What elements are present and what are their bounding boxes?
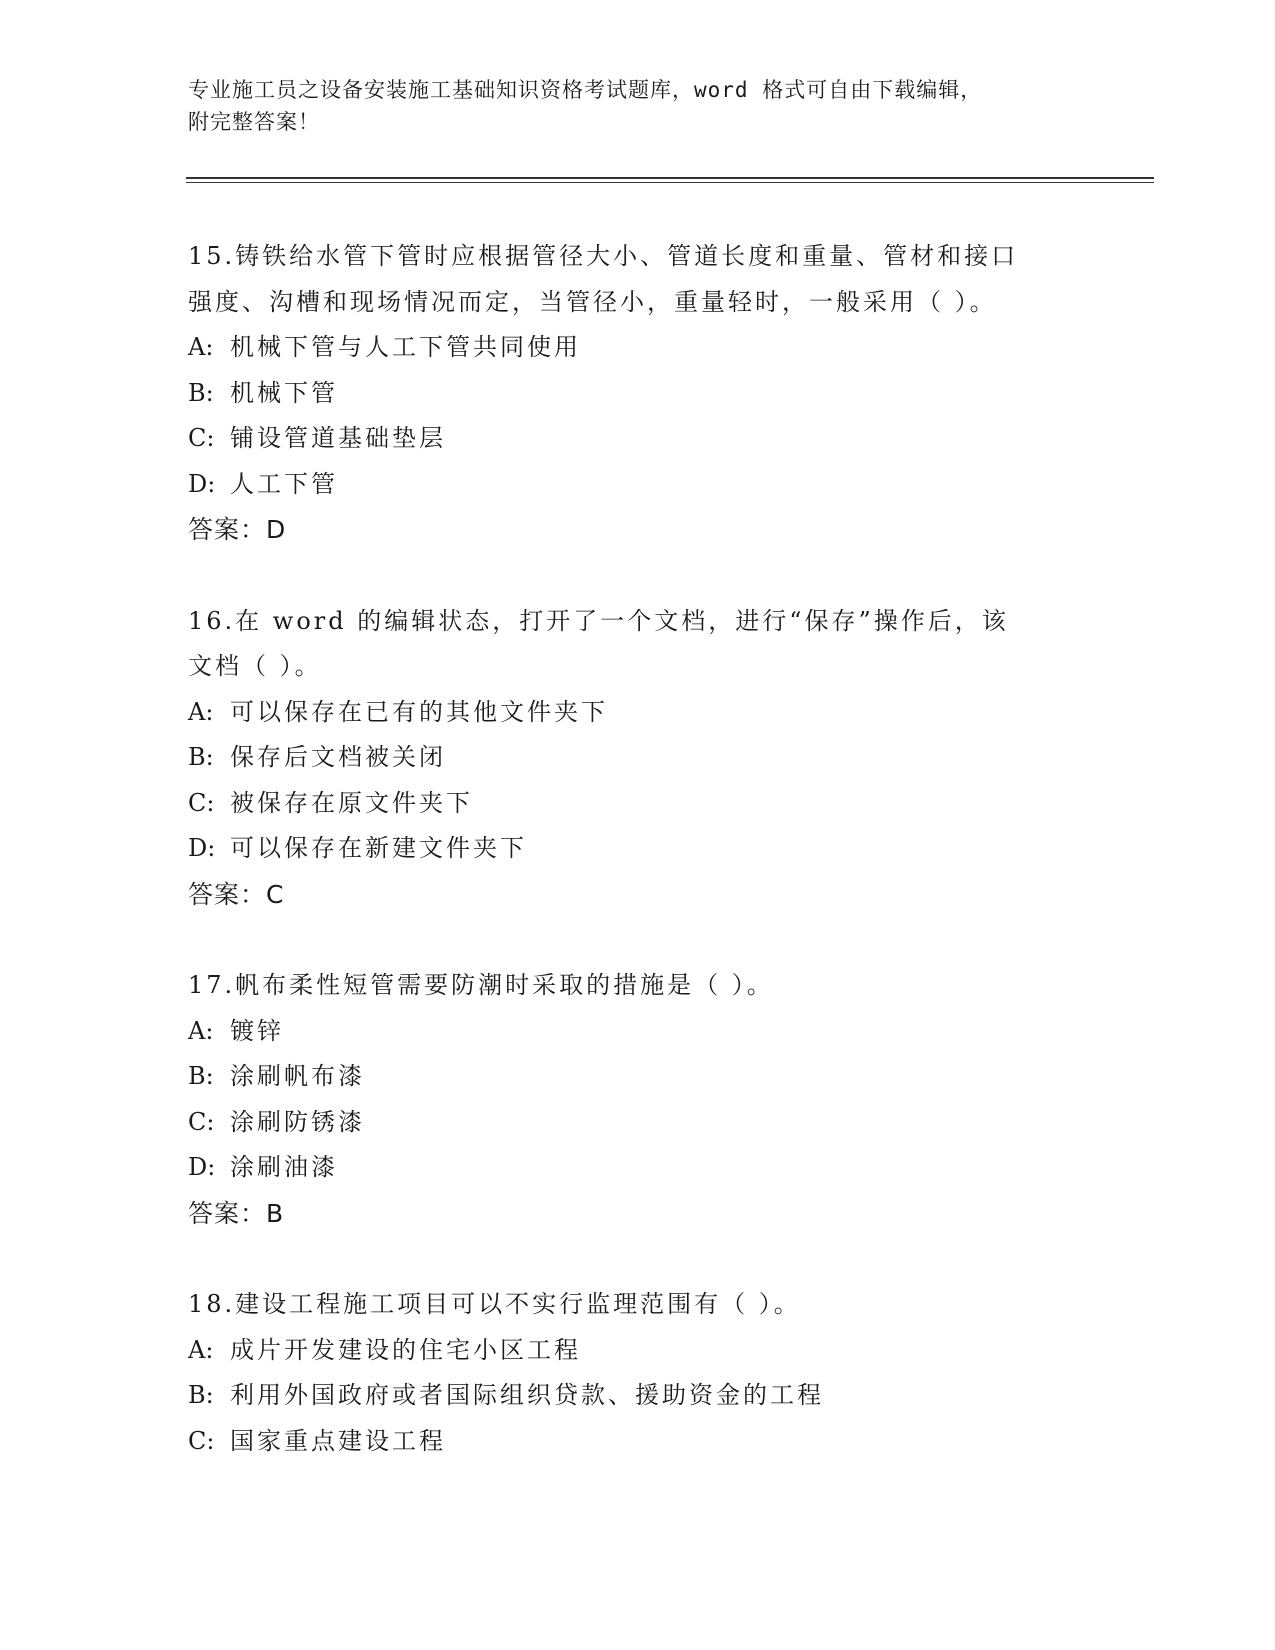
header-divider <box>186 177 1154 179</box>
option-c <box>188 416 1088 462</box>
option-text: 保存后文档被关闭 <box>230 743 446 771</box>
answer-label: 答案：D <box>188 515 287 544</box>
option-d <box>188 462 1088 508</box>
option-key: B: <box>188 1062 214 1090</box>
option-key: A: <box>188 1016 214 1045</box>
option-a <box>188 1328 1088 1374</box>
option-text: 涂刷防锈漆 <box>230 1107 365 1136</box>
option-text: 成片开发建设的住宅小区工程 <box>230 1335 581 1364</box>
option-text: 机械下管 <box>230 378 338 407</box>
option-c <box>188 781 1088 827</box>
option-c <box>188 1100 1088 1146</box>
option-d <box>188 1145 1088 1191</box>
option-key: C: <box>188 1107 215 1136</box>
header-divider-thin <box>186 182 1154 183</box>
option-key: C: <box>188 1426 215 1455</box>
option-d <box>188 826 1088 872</box>
option-b <box>188 735 1088 781</box>
answer-label: 答案：B <box>188 1198 285 1228</box>
option-key: C: <box>188 788 215 817</box>
option-text: 国家重点建设工程 <box>230 1426 446 1455</box>
option-text: 铺设管道基础垫层 <box>230 424 446 452</box>
question-stem-line: 强度、沟槽和现场情况而定，当管径小，重量轻时，一般采用（ ）。 <box>188 287 997 316</box>
option-a <box>188 325 1088 371</box>
option-c <box>188 1419 1088 1465</box>
option-text: 可以保存在已有的其他文件夹下 <box>230 697 608 726</box>
option-text: 利用外国政府或者国际组织贷款、援助资金的工程 <box>230 1381 824 1409</box>
option-text: 涂刷帆布漆 <box>230 1062 365 1090</box>
option-text: 机械下管与人工下管共同使用 <box>230 333 581 361</box>
option-key: D: <box>188 834 216 862</box>
document-header <box>188 74 1088 138</box>
option-key: B: <box>188 743 214 771</box>
option-b <box>188 1054 1088 1100</box>
question-15 <box>188 234 1088 553</box>
option-a <box>188 1009 1088 1055</box>
option-key: D: <box>188 469 216 498</box>
option-key: D: <box>188 1153 216 1181</box>
question-stem-line: 15.铸铁给水管下管时应根据管径大小、管道长度和重量、管材和接口 <box>188 242 1019 270</box>
question-16 <box>188 599 1088 918</box>
option-text: 人工下管 <box>230 469 338 498</box>
option-text: 可以保存在新建文件夹下 <box>230 834 527 862</box>
question-17 <box>188 963 1088 1236</box>
option-key: A: <box>188 1335 214 1364</box>
option-key: B: <box>188 1381 214 1409</box>
option-key: A: <box>188 697 214 726</box>
option-text: 涂刷油漆 <box>230 1153 338 1181</box>
option-key: A: <box>188 333 214 361</box>
header-line: 专业施工员之设备安装施工基础知识资格考试题库，word 格式可自由下载编辑， <box>188 78 983 102</box>
option-text: 镀锌 <box>230 1016 284 1045</box>
question-stem-line: 17.帆布柔性短管需要防潮时采取的措施是（ ）。 <box>188 971 774 999</box>
option-text: 被保存在原文件夹下 <box>230 788 473 817</box>
question-stem-line: 18.建设工程施工项目可以不实行监理范围有（ ）。 <box>188 1290 801 1318</box>
option-key: B: <box>188 378 214 407</box>
option-b <box>188 1373 1088 1419</box>
question-list <box>188 234 1088 1510</box>
header-line: 附完整答案！ <box>188 110 320 134</box>
answer-label: 答案：C <box>188 879 285 909</box>
option-b <box>188 371 1088 417</box>
question-stem-line: 16.在 word 的编辑状态，打开了一个文档，进行“保存”操作后，该 <box>188 606 1009 635</box>
option-a <box>188 690 1088 736</box>
option-key: C: <box>188 424 215 452</box>
question-18 <box>188 1282 1088 1464</box>
question-stem-line: 文档（ ）。 <box>188 652 322 680</box>
